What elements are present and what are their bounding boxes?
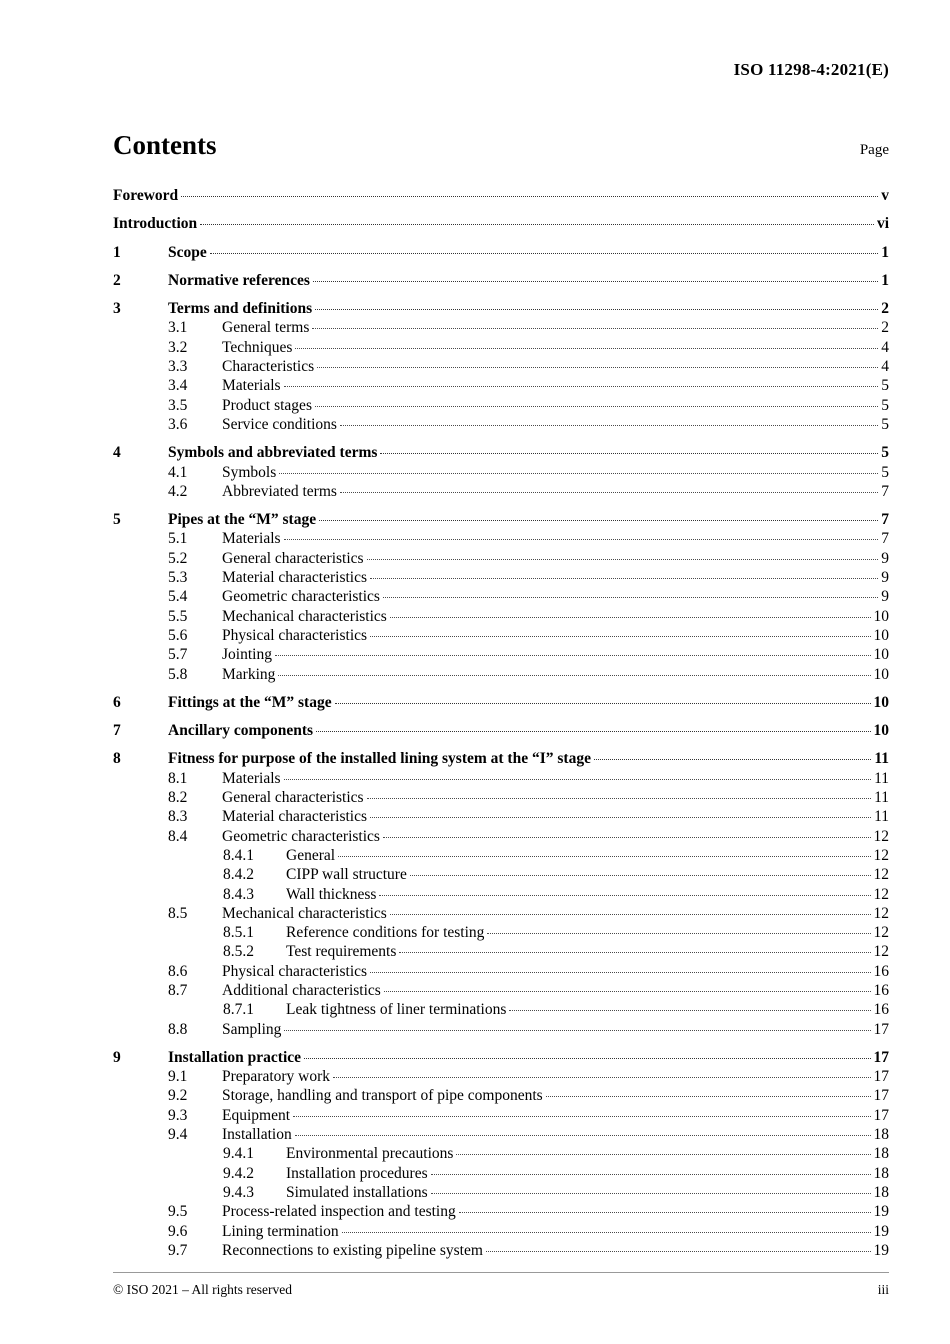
toc-entry — [113, 186, 889, 205]
toc-entry — [113, 981, 889, 1000]
dot-leader — [431, 1193, 871, 1194]
toc-entry-number: 5.2 — [168, 549, 188, 567]
toc-entry-number: 1 — [113, 243, 121, 261]
toc-entry-title: Installation practice — [168, 1048, 302, 1066]
toc-entry-page: 12 — [873, 827, 889, 845]
toc-entry — [113, 923, 889, 942]
toc-entry-number: 3.4 — [168, 377, 188, 395]
dot-leader — [319, 520, 878, 521]
toc-entry-number: 5.1 — [168, 530, 188, 548]
toc-entry-title: Additional characteristics — [222, 981, 381, 999]
toc-entry-page: 18 — [873, 1164, 889, 1182]
dot-leader — [200, 224, 874, 225]
toc-entry — [113, 243, 889, 262]
toc-entry-title: Normative references — [168, 271, 310, 289]
dot-leader — [284, 386, 879, 387]
toc-entry-title: Simulated installations — [286, 1183, 428, 1201]
toc-entry-number: 4.2 — [168, 482, 188, 500]
toc-entry-number: 9.4 — [168, 1126, 188, 1144]
toc-entry-title: Introduction — [113, 215, 198, 233]
toc-entry-page: 17 — [873, 1068, 889, 1086]
toc-entry — [113, 568, 889, 587]
dot-leader — [275, 655, 871, 656]
dot-leader — [279, 473, 878, 474]
dot-leader — [456, 1154, 870, 1155]
dot-leader — [399, 952, 870, 953]
dot-leader — [370, 817, 871, 818]
toc-entry-page: 12 — [873, 904, 889, 922]
document-header — [734, 60, 889, 80]
toc-entry-title: General characteristics — [222, 789, 364, 807]
toc-entry-title: Lining termination — [222, 1222, 339, 1240]
dot-leader — [370, 972, 870, 973]
toc-entry-number: 9.4.1 — [223, 1145, 254, 1163]
toc-entry-title: Equipment — [222, 1106, 291, 1124]
toc-entry-page: 10 — [873, 626, 889, 644]
dot-leader — [313, 281, 878, 282]
dot-leader — [316, 731, 870, 732]
toc-entry — [113, 376, 889, 395]
toc-entry — [113, 338, 889, 357]
toc-entry-title: Wall thickness — [286, 885, 377, 903]
toc-entry-number: 6 — [113, 693, 121, 711]
dot-leader — [210, 253, 879, 254]
dot-leader — [284, 539, 879, 540]
dot-leader — [295, 348, 878, 349]
toc-entry-page: 11 — [874, 750, 889, 768]
toc-entry-number: 8.2 — [168, 789, 188, 807]
toc-entry-page: 11 — [874, 769, 889, 787]
toc-entry-page: 12 — [873, 846, 889, 864]
toc-entry-title: Jointing — [222, 646, 272, 664]
toc-entry-number: 3.5 — [168, 396, 188, 414]
dot-leader — [487, 933, 870, 934]
toc-entry-page: 19 — [873, 1203, 889, 1221]
toc-entry — [113, 721, 889, 740]
toc-entry-number: 8.4 — [168, 827, 188, 845]
toc-entry — [113, 415, 889, 434]
toc-entry-title: Material characteristics — [222, 808, 368, 826]
dot-leader — [284, 1030, 870, 1031]
toc-entry — [113, 1241, 889, 1260]
toc-entry-title: Scope — [168, 243, 207, 261]
toc-entry — [113, 357, 889, 376]
toc-entry-number: 8.3 — [168, 808, 188, 826]
toc-entry-page: 5 — [881, 377, 889, 395]
toc-entry-page: vi — [876, 215, 889, 233]
dot-leader — [509, 1010, 870, 1011]
toc-entry-page: 16 — [873, 1001, 889, 1019]
toc-entry-title: Pipes at the “M” stage — [168, 511, 317, 529]
toc-entry-title: Ancillary components — [168, 722, 314, 740]
copyright-notice: © ISO 2021 – All rights reserved — [113, 1282, 292, 1297]
toc-entry-title: Process-related inspection and testing — [222, 1203, 456, 1221]
toc-entry — [113, 510, 889, 529]
dot-leader — [383, 837, 871, 838]
toc-entry-number: 5.8 — [168, 665, 188, 683]
toc-entry — [113, 769, 889, 788]
toc-entry-number: 8.4.2 — [223, 866, 254, 884]
toc-entry-number: 5.7 — [168, 646, 188, 664]
dot-leader — [410, 875, 871, 876]
toc-entry-page: 16 — [873, 962, 889, 980]
toc-entry-page: 19 — [873, 1222, 889, 1240]
toc-entry — [113, 1048, 889, 1067]
toc-entry-number: 8.5.1 — [223, 924, 254, 942]
toc-entry-number: 9.6 — [168, 1222, 188, 1240]
toc-entry-title: Storage, handling and transport of pipe components — [222, 1087, 543, 1105]
toc-entry-page: 18 — [873, 1126, 889, 1144]
toc-entry — [113, 607, 889, 626]
dot-leader — [181, 196, 878, 197]
toc-entry-number: 9.4.2 — [223, 1164, 254, 1182]
document-reference: ISO 11298-4:2021(E) — [733, 60, 889, 79]
toc-entry-title: Environmental precautions — [286, 1145, 454, 1163]
toc-entry-number: 5.5 — [168, 607, 188, 625]
toc-entry-number: 9 — [113, 1048, 121, 1066]
toc-entry-page: 18 — [873, 1183, 889, 1201]
toc-entry-title: Sampling — [222, 1020, 282, 1038]
dot-leader — [295, 1135, 871, 1136]
dot-leader — [278, 675, 870, 676]
dot-leader — [335, 703, 871, 704]
toc-entry-title: Techniques — [222, 338, 293, 356]
toc-entry-page: 17 — [873, 1106, 889, 1124]
toc-entry — [113, 271, 889, 290]
dot-leader — [370, 636, 870, 637]
dot-leader — [594, 759, 871, 760]
toc-entry-title: Material characteristics — [222, 569, 368, 587]
toc-entry-number: 8.4.3 — [223, 885, 254, 903]
toc-entry-title: Foreword — [113, 187, 179, 204]
document-footer — [113, 1272, 889, 1298]
toc-entry — [113, 942, 889, 961]
dot-leader — [333, 1077, 870, 1078]
toc-entry — [113, 846, 889, 865]
dot-leader — [304, 1058, 870, 1059]
toc-entry-number: 5.6 — [168, 626, 188, 644]
toc-entry-page: 4 — [881, 338, 889, 356]
toc-entry-title: Symbols — [222, 463, 277, 481]
toc-entry-title: Physical characteristics — [222, 962, 368, 980]
toc-entry-title: Marking — [222, 665, 276, 683]
toc-entry-page: 19 — [873, 1241, 889, 1259]
toc-entry-number: 9.5 — [168, 1203, 188, 1221]
toc-entry-title: General — [286, 846, 336, 864]
toc-entry-number: 8.5.2 — [223, 943, 254, 961]
toc-entry-title: Reconnections to existing pipeline system — [222, 1241, 483, 1259]
dot-leader — [293, 1116, 870, 1117]
toc-entry-page: 17 — [873, 1048, 889, 1066]
dot-leader — [367, 559, 879, 560]
toc-entry-page: 9 — [881, 588, 889, 606]
toc-entry-title: Fittings at the “M” stage — [168, 693, 332, 711]
toc-entry — [113, 214, 889, 233]
toc-entry-title: Abbreviated terms — [222, 482, 337, 500]
toc-entry-title: Test requirements — [286, 943, 397, 961]
dot-leader — [315, 406, 878, 407]
toc-entry — [113, 1020, 889, 1039]
toc-entry-page: 9 — [881, 569, 889, 587]
toc-list — [113, 186, 889, 1260]
toc-entry-title: Installation procedures — [286, 1164, 428, 1182]
toc-entry-number: 8.8 — [168, 1020, 188, 1038]
toc-entry — [113, 463, 889, 482]
toc-entry — [113, 549, 889, 568]
toc-entry-number: 8.6 — [168, 962, 188, 980]
toc-entry-page: 4 — [881, 358, 889, 376]
toc-entry — [113, 1000, 889, 1019]
toc-entry-title: Fitness for purpose of the installed lining system at the “I” stage — [168, 750, 591, 768]
dot-leader — [338, 856, 870, 857]
toc-entry — [113, 318, 889, 337]
toc-entry-page: 10 — [873, 722, 889, 740]
dot-leader — [342, 1232, 871, 1233]
toc-entry — [113, 1202, 889, 1221]
toc-entry-title: Leak tightness of liner terminations — [286, 1001, 507, 1019]
folio-page-number: iii — [877, 1282, 889, 1297]
toc-entry-number: 5 — [113, 511, 121, 529]
toc-entry-number: 9.2 — [168, 1087, 188, 1105]
dot-leader — [317, 367, 878, 368]
toc-entry-page: 2 — [881, 319, 889, 337]
toc-entry-number: 9.3 — [168, 1106, 188, 1124]
toc-entry — [113, 587, 889, 606]
toc-entry-number: 3.1 — [168, 319, 188, 337]
toc-entry — [113, 645, 889, 664]
toc-entry-page: 18 — [873, 1145, 889, 1163]
toc-entry-page: 17 — [873, 1087, 889, 1105]
contents-title-row — [113, 130, 889, 161]
toc-entry-page: 2 — [881, 300, 889, 318]
toc-entry-title: Mechanical characteristics — [222, 607, 387, 625]
toc-entry — [113, 904, 889, 923]
toc-entry-title: Materials — [222, 377, 281, 395]
toc-entry-title: Reference conditions for testing — [286, 924, 485, 942]
toc-entry-number: 9.4.3 — [223, 1183, 254, 1201]
toc-entry-page: 10 — [873, 693, 889, 711]
toc-entry-page: v — [881, 187, 889, 204]
toc-entry — [113, 827, 889, 846]
dot-leader — [380, 453, 878, 454]
toc-entry-title: Preparatory work — [222, 1068, 331, 1086]
toc-entry-number: 8.4.1 — [223, 846, 254, 864]
dot-leader — [284, 779, 872, 780]
toc-entry — [113, 299, 889, 318]
dot-leader — [431, 1174, 871, 1175]
toc-entry-number: 8.1 — [168, 769, 188, 787]
toc-entry-page: 7 — [881, 511, 889, 529]
toc-entry — [113, 788, 889, 807]
toc-entry-number: 8.7.1 — [223, 1001, 254, 1019]
toc-entry — [113, 1086, 889, 1105]
toc-entry-number: 3.6 — [168, 415, 188, 433]
toc-entry — [113, 396, 889, 415]
toc-entry-page: 1 — [881, 243, 889, 261]
toc-entry-number: 8.5 — [168, 904, 188, 922]
dot-leader — [383, 597, 878, 598]
toc-entry — [113, 1125, 889, 1144]
toc-entry-page: 10 — [873, 646, 889, 664]
toc-entry-number: 8.7 — [168, 981, 188, 999]
toc-entry-title: Terms and definitions — [168, 300, 313, 318]
dot-leader — [340, 492, 878, 493]
toc-entry-number: 5.3 — [168, 569, 188, 587]
toc-entry — [113, 626, 889, 645]
toc-entry-number: 3 — [113, 300, 121, 318]
toc-entry-page: 12 — [873, 866, 889, 884]
toc-entry-number: 7 — [113, 722, 121, 740]
dot-leader — [340, 425, 878, 426]
toc-entry — [113, 443, 889, 462]
toc-entry-page: 7 — [881, 530, 889, 548]
toc-entry — [113, 665, 889, 684]
toc-entry-title: Materials — [222, 769, 281, 787]
dot-leader — [379, 895, 870, 896]
toc-entry-page: 12 — [873, 924, 889, 942]
toc-entry — [113, 749, 889, 768]
toc-entry-page: 12 — [873, 943, 889, 961]
toc-entry-title: Installation — [222, 1126, 292, 1144]
toc-entry-page: 5 — [881, 415, 889, 433]
toc-entry — [113, 693, 889, 712]
toc-entry-number: 9.7 — [168, 1241, 188, 1259]
toc-entry-number: 4 — [113, 444, 121, 462]
toc-entry — [113, 482, 889, 501]
dot-leader — [390, 617, 871, 618]
dot-leader — [546, 1096, 871, 1097]
toc-entry-title: Symbols and abbreviated terms — [168, 444, 378, 462]
toc-entry — [113, 529, 889, 548]
dot-leader — [459, 1212, 871, 1213]
toc-entry-number: 3.3 — [168, 358, 188, 376]
toc-entry-page: 5 — [881, 463, 889, 481]
toc-entry-title: Product stages — [222, 396, 312, 414]
toc-entry-title: Characteristics — [222, 358, 315, 376]
toc-entry-title: Geometric characteristics — [222, 827, 380, 845]
toc-entry — [113, 807, 889, 826]
toc-entry-title: General terms — [222, 319, 310, 337]
dot-leader — [390, 914, 871, 915]
page-title: Contents — [113, 130, 217, 160]
dot-leader — [367, 798, 871, 799]
toc-entry — [113, 1144, 889, 1163]
toc-entry-number: 4.1 — [168, 463, 188, 481]
dot-leader — [384, 991, 871, 992]
dot-leader — [312, 328, 878, 329]
toc-entry-number: 9.1 — [168, 1068, 188, 1086]
toc-entry-page: 5 — [881, 444, 889, 462]
toc-entry-page: 1 — [881, 271, 889, 289]
toc-entry-number: 8 — [113, 750, 121, 768]
toc-entry-page: 11 — [874, 789, 889, 807]
toc-entry-page: 7 — [881, 482, 889, 500]
toc-entry-page: 10 — [873, 607, 889, 625]
toc-entry — [113, 1067, 889, 1086]
toc-entry — [113, 1183, 889, 1202]
dot-leader — [486, 1251, 871, 1252]
page-column-label: Page — [859, 142, 889, 158]
dot-leader — [315, 309, 878, 310]
toc-entry-title: CIPP wall structure — [286, 866, 407, 884]
dot-leader — [370, 578, 878, 579]
toc-entry — [113, 962, 889, 981]
toc-entry-number: 2 — [113, 271, 121, 289]
toc-entry-page: 10 — [873, 665, 889, 683]
toc-entry-title: Service conditions — [222, 415, 337, 433]
toc-entry-title: General characteristics — [222, 549, 364, 567]
toc-entry-title: Mechanical characteristics — [222, 904, 387, 922]
toc-entry-page: 17 — [873, 1020, 889, 1038]
toc-entry — [113, 865, 889, 884]
toc-entry-number: 5.4 — [168, 588, 188, 606]
toc-entry-page: 16 — [873, 981, 889, 999]
toc-entry — [113, 1106, 889, 1125]
toc-entry-number: 3.2 — [168, 338, 188, 356]
toc-entry — [113, 1222, 889, 1241]
toc-entry-title: Materials — [222, 530, 281, 548]
toc-entry-title: Geometric characteristics — [222, 588, 380, 606]
toc-entry — [113, 885, 889, 904]
toc-entry-page: 11 — [874, 808, 889, 826]
toc-entry-title: Physical characteristics — [222, 626, 368, 644]
toc-entry — [113, 1164, 889, 1183]
toc-entry-page: 9 — [881, 549, 889, 567]
toc-entry-page: 5 — [881, 396, 889, 414]
toc-entry-page: 12 — [873, 885, 889, 903]
